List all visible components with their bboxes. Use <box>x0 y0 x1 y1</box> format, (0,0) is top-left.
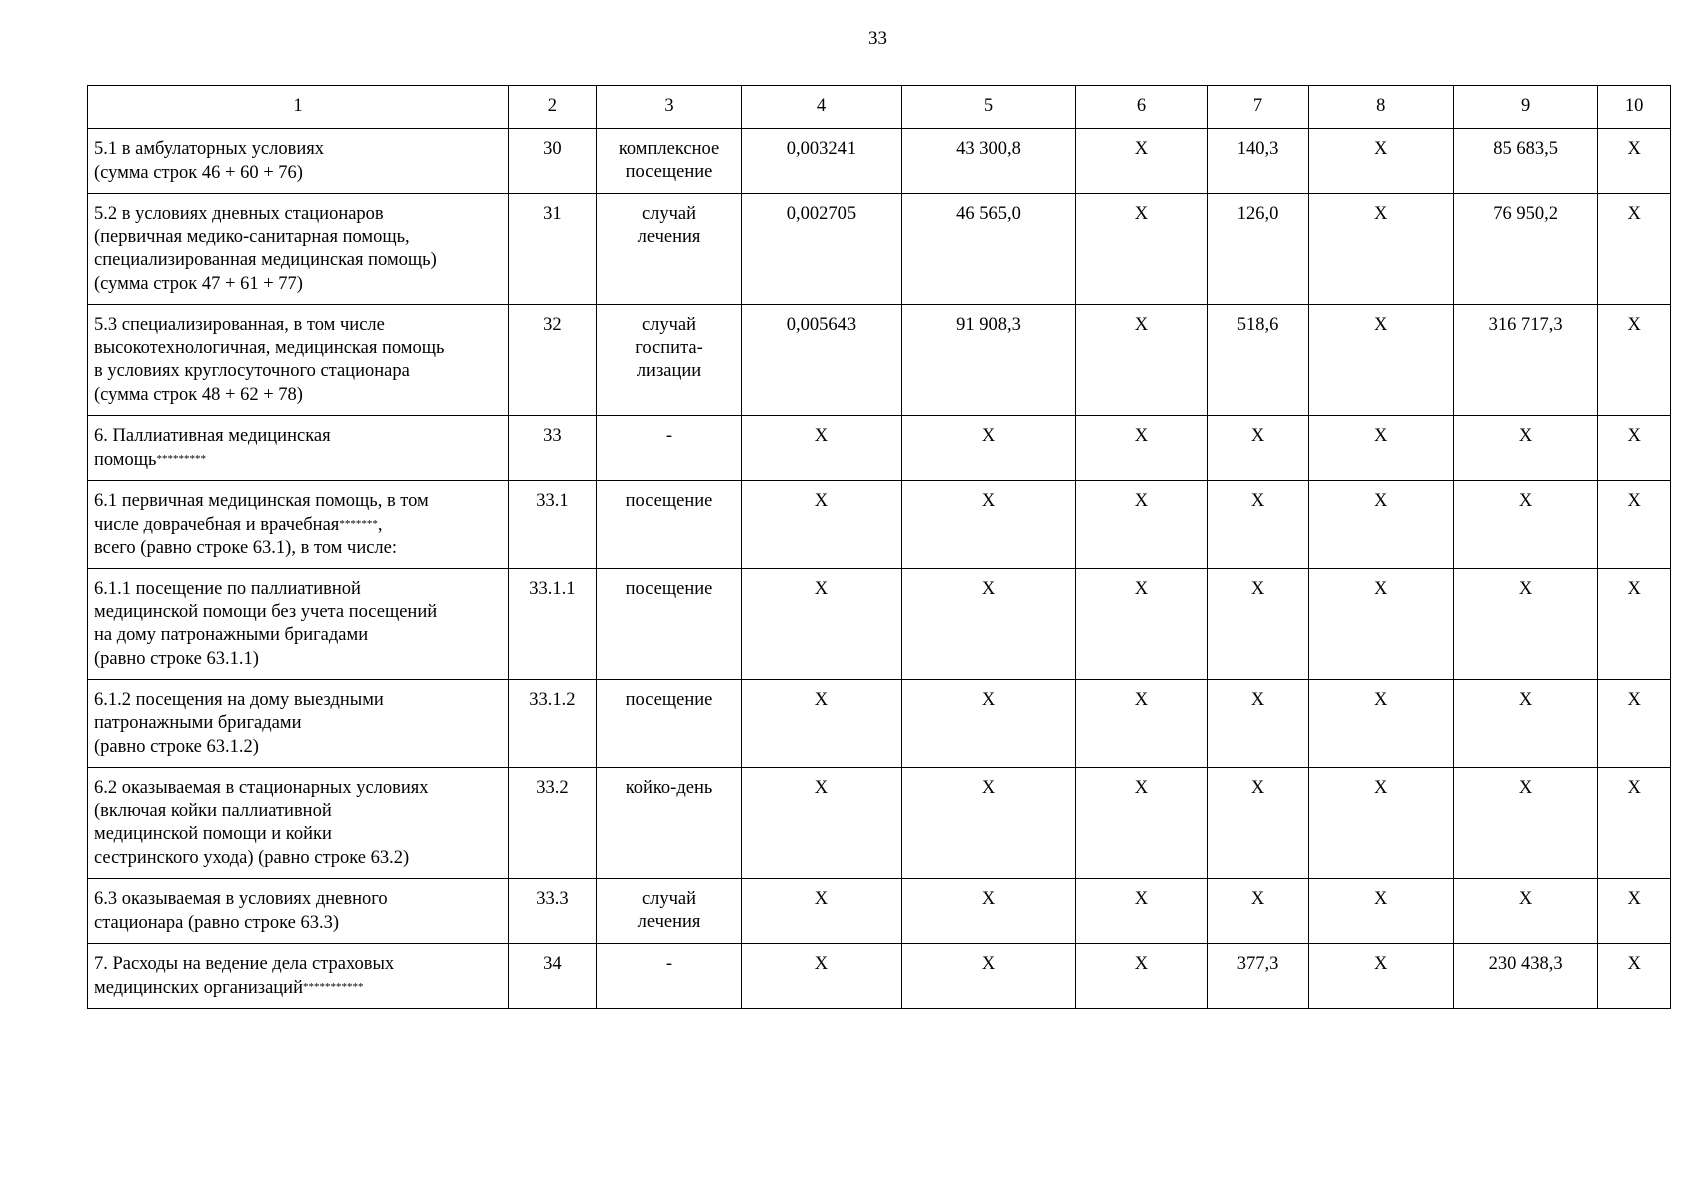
value-cell: 91 908,3 <box>901 305 1076 416</box>
row-name-cell <box>88 680 509 768</box>
value-cell: Х <box>1453 481 1597 569</box>
value-cell: 140,3 <box>1207 129 1308 194</box>
footnote-marker: ******* <box>339 518 378 530</box>
row-name: 6. Паллиативная медицинская помощь <box>94 426 331 470</box>
unit-cell: - <box>596 416 741 481</box>
value-cell: Х <box>1598 680 1671 768</box>
value-cell: 518,6 <box>1207 305 1308 416</box>
row-name: 5.3 специализированная, в том числе высокотехнологичная, медицинская помощь в условиях круглосуточного стационара (сумма строк 48 + 62 + 78) <box>94 315 445 405</box>
value-cell: Х <box>1598 944 1671 1009</box>
value-cell: Х <box>1453 569 1597 680</box>
unit-cell: койко-день <box>596 768 741 879</box>
value-cell: Х <box>1598 768 1671 879</box>
value-cell: Х <box>1207 680 1308 768</box>
value-cell: Х <box>742 879 902 944</box>
value-cell: Х <box>1207 569 1308 680</box>
row-code-cell: 33.1.2 <box>508 680 596 768</box>
row-code-cell: 33.1 <box>508 481 596 569</box>
column-header: 3 <box>596 86 741 129</box>
row-name: 6.1.2 посещения на дому выездными патронажными бригадами (равно строке 63.1.2) <box>94 690 384 757</box>
value-cell: Х <box>1598 416 1671 481</box>
value-cell: Х <box>1308 569 1453 680</box>
unit-cell: случай лечения <box>596 879 741 944</box>
table-row <box>88 305 1671 416</box>
value-cell: Х <box>1076 768 1207 879</box>
value-cell: Х <box>1598 129 1671 194</box>
column-header: 8 <box>1308 86 1453 129</box>
value-cell: Х <box>1076 416 1207 481</box>
value-cell: Х <box>1076 481 1207 569</box>
row-name-cell <box>88 305 509 416</box>
row-name-cell <box>88 768 509 879</box>
row-code-cell: 33.2 <box>508 768 596 879</box>
value-cell: 316 717,3 <box>1453 305 1597 416</box>
row-name: 6.1 первичная медицинская помощь, в том числе доврачебная и врачебная <box>94 491 429 535</box>
value-cell: Х <box>1076 129 1207 194</box>
value-cell: Х <box>742 481 902 569</box>
value-cell: Х <box>1308 944 1453 1009</box>
row-name-cell <box>88 416 509 481</box>
column-header: 1 <box>88 86 509 129</box>
value-cell: Х <box>1207 481 1308 569</box>
value-cell: Х <box>1076 569 1207 680</box>
value-cell: Х <box>1308 416 1453 481</box>
row-name: 6.2 оказываемая в стационарных условиях (включая койки паллиативной медицинской помощи и койки сестринского ухода) (равно строке 63.2) <box>94 778 429 868</box>
table-row <box>88 481 1671 569</box>
value-cell: Х <box>1207 879 1308 944</box>
value-cell: 126,0 <box>1207 194 1308 305</box>
value-cell: Х <box>742 416 902 481</box>
row-code-cell: 33.3 <box>508 879 596 944</box>
value-cell: Х <box>901 768 1076 879</box>
row-name: 5.2 в условиях дневных стационаров (первичная медико-санитарная помощь, специализированная медицинская помощь) (сумма строк 47 + 61 + 77) <box>94 204 437 294</box>
row-code-cell: 32 <box>508 305 596 416</box>
row-name: 5.1 в амбулаторных условиях (сумма строк 46 + 60 + 76) <box>94 139 325 183</box>
value-cell: Х <box>1308 768 1453 879</box>
row-name-cell <box>88 129 509 194</box>
value-cell: 0,003241 <box>742 129 902 194</box>
value-cell: Х <box>1076 680 1207 768</box>
unit-cell: комплексное посещение <box>596 129 741 194</box>
unit-cell: случай лечения <box>596 194 741 305</box>
value-cell: Х <box>901 944 1076 1009</box>
value-cell: Х <box>901 569 1076 680</box>
row-code-cell: 30 <box>508 129 596 194</box>
value-cell: Х <box>1308 305 1453 416</box>
value-cell: 0,005643 <box>742 305 902 416</box>
value-cell: Х <box>1308 481 1453 569</box>
table-body <box>88 86 1671 1009</box>
table-row <box>88 194 1671 305</box>
value-cell: 85 683,5 <box>1453 129 1597 194</box>
value-cell: Х <box>1598 879 1671 944</box>
value-cell: Х <box>1308 879 1453 944</box>
value-cell: Х <box>1453 680 1597 768</box>
value-cell: Х <box>1453 879 1597 944</box>
value-cell: Х <box>901 481 1076 569</box>
value-cell: 46 565,0 <box>901 194 1076 305</box>
column-header: 4 <box>742 86 902 129</box>
table-row <box>88 879 1671 944</box>
value-cell: Х <box>742 768 902 879</box>
unit-cell: посещение <box>596 680 741 768</box>
row-name-cell <box>88 879 509 944</box>
footnote-marker: ********* <box>156 453 206 465</box>
unit-cell: посещение <box>596 569 741 680</box>
value-cell: Х <box>1308 194 1453 305</box>
column-header: 5 <box>901 86 1076 129</box>
value-cell: Х <box>901 879 1076 944</box>
table-row <box>88 680 1671 768</box>
value-cell: Х <box>1207 768 1308 879</box>
column-header: 7 <box>1207 86 1308 129</box>
value-cell: 43 300,8 <box>901 129 1076 194</box>
row-name-cell <box>88 194 509 305</box>
value-cell: Х <box>1308 680 1453 768</box>
value-cell: Х <box>1598 305 1671 416</box>
value-cell: Х <box>1076 305 1207 416</box>
row-name-cell <box>88 569 509 680</box>
footnote-marker: *********** <box>302 981 364 993</box>
value-cell: Х <box>742 944 902 1009</box>
column-header: 2 <box>508 86 596 129</box>
row-code-cell: 31 <box>508 194 596 305</box>
table-row <box>88 129 1671 194</box>
data-table <box>87 85 1671 1009</box>
table-row <box>88 768 1671 879</box>
row-name: 6.3 оказываемая в условиях дневного стационара (равно строке 63.3) <box>94 889 388 933</box>
value-cell: Х <box>1076 944 1207 1009</box>
value-cell: Х <box>1598 194 1671 305</box>
value-cell: Х <box>1453 768 1597 879</box>
unit-cell: посещение <box>596 481 741 569</box>
value-cell: Х <box>1453 416 1597 481</box>
value-cell: 377,3 <box>1207 944 1308 1009</box>
value-cell: Х <box>1308 129 1453 194</box>
value-cell: Х <box>1207 416 1308 481</box>
unit-cell: случай госпита- лизации <box>596 305 741 416</box>
column-header: 10 <box>1598 86 1671 129</box>
column-number-row <box>88 86 1671 129</box>
row-name-cell <box>88 944 509 1009</box>
value-cell: Х <box>901 416 1076 481</box>
table-row <box>88 569 1671 680</box>
row-name-continuation: , всего (равно строке 63.1), в том числе: <box>94 515 398 558</box>
column-header: 6 <box>1076 86 1207 129</box>
row-name: 7. Расходы на ведение дела страховых медицинских организаций <box>94 954 395 998</box>
value-cell: Х <box>1076 879 1207 944</box>
row-code-cell: 34 <box>508 944 596 1009</box>
value-cell: 0,002705 <box>742 194 902 305</box>
value-cell: Х <box>742 680 902 768</box>
page-number: 33 <box>868 28 887 49</box>
table-row <box>88 416 1671 481</box>
table-row <box>88 944 1671 1009</box>
row-code-cell: 33 <box>508 416 596 481</box>
unit-cell: - <box>596 944 741 1009</box>
row-name: 6.1.1 посещение по паллиативной медицинской помощи без учета посещений на дому патронажными бригадами (равно строке 63.1.1) <box>94 579 438 669</box>
value-cell: Х <box>742 569 902 680</box>
value-cell: 230 438,3 <box>1453 944 1597 1009</box>
row-name-cell <box>88 481 509 569</box>
value-cell: Х <box>1598 569 1671 680</box>
value-cell: Х <box>1076 194 1207 305</box>
value-cell: Х <box>1598 481 1671 569</box>
row-code-cell: 33.1.1 <box>508 569 596 680</box>
column-header: 9 <box>1453 86 1597 129</box>
value-cell: 76 950,2 <box>1453 194 1597 305</box>
value-cell: Х <box>901 680 1076 768</box>
